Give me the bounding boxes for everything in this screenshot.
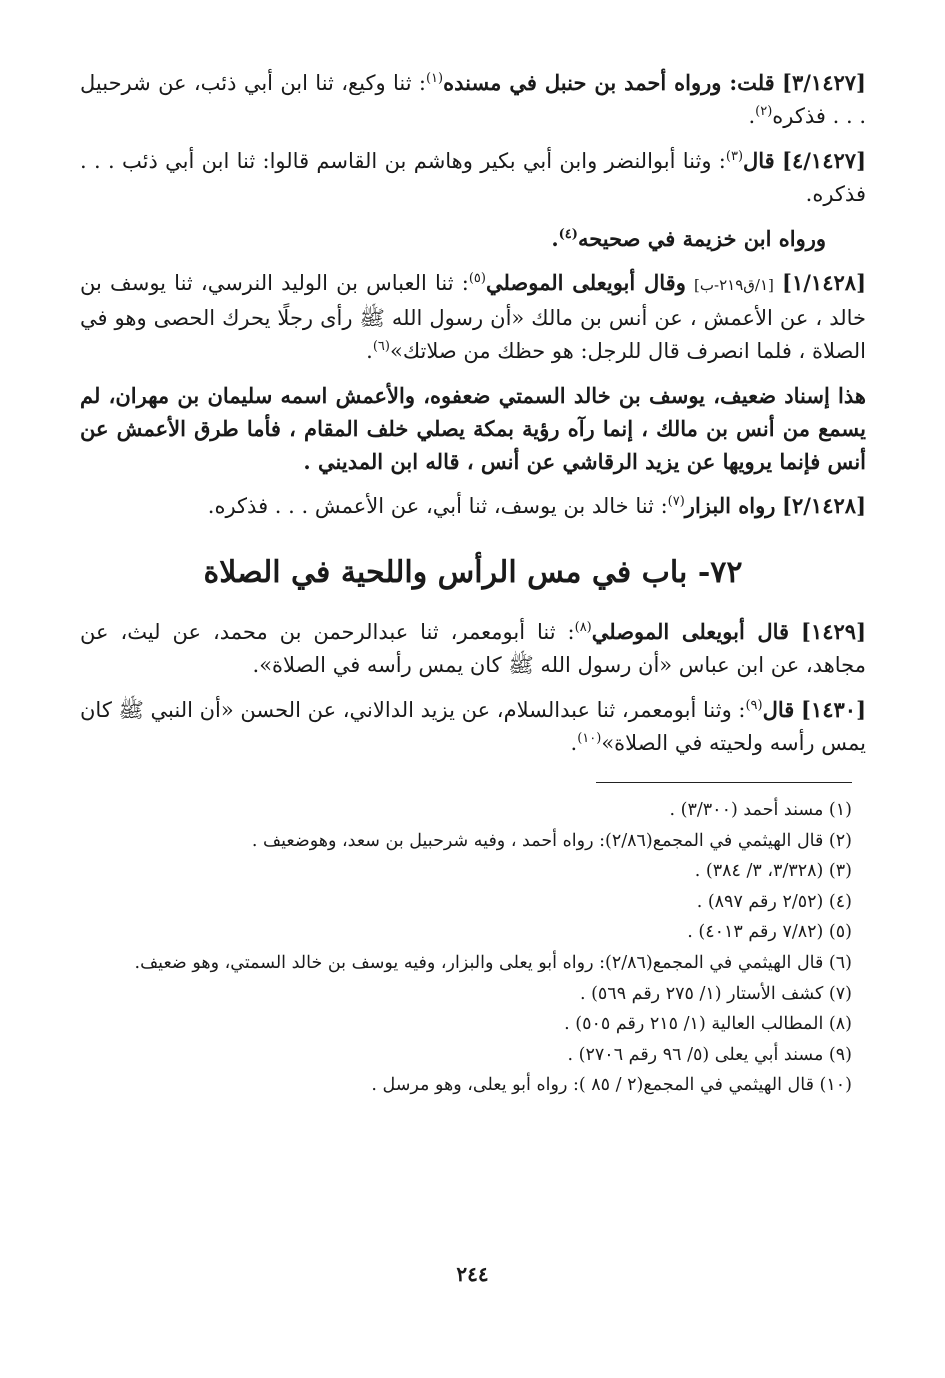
- sentence-end: .: [366, 339, 373, 363]
- footnote-divider: [596, 782, 852, 783]
- sentence-end: .: [570, 731, 578, 755]
- page-body: [80, 66, 866, 1101]
- hadith-text: : وثنا أبوالنضر وابن أبي بكير وهاشم بن القاسم قالوا: ثنا ابن أبي ذئب . . . فذكره.: [80, 149, 866, 206]
- hadith-paragraph: [80, 489, 866, 523]
- hadith-lead: قلت: ورواه أحمد بن حنبل في مسنده: [443, 70, 775, 95]
- footnote-item: (١٠) قال الهيثمي في المجمع(٢ / ٨٥ ): رواه أبو يعلى، وهو مرسل .: [371, 1075, 852, 1096]
- footnote-marker: (٦): [372, 339, 390, 354]
- footnote-marker: (٩): [745, 698, 763, 713]
- footnotes: [80, 795, 866, 1101]
- hadith-number: [١٤٢٩]: [801, 619, 866, 644]
- hadith-lead: قال: [743, 148, 775, 173]
- footnote-item: (٦) قال الهيثمي في المجمع(٢/٨٦): رواه أبو يعلى والبزار، وفيه يوسف بن خالد السمتي، وهو ضعيف.: [134, 952, 852, 973]
- hadith-paragraph: [80, 615, 866, 682]
- hadith-lead: وقال أبويعلى الموصلي: [485, 270, 686, 295]
- commentary-text: هذا إسناد ضعيف، يوسف بن خالد السمتي ضعفوه، والأعمش اسمه سليمان بن مهران، لم يسمع من أنس بن مالك ، إنما رآه رؤية بمكة يصلي خلف المقام ، فأما طرق الأعمش عن أنس فإنما يرويها عن يزيد الرقاشي عن أنس ، قاله ابن المديني .: [80, 383, 866, 474]
- footnote-marker: (٤): [558, 227, 578, 242]
- footnote-item: (١) مسند أحمد (٣/٣٠٠) .: [669, 800, 852, 820]
- footnote-marker: (٢): [755, 104, 773, 119]
- footnote-marker: (١): [425, 71, 444, 86]
- hadith-paragraph: [80, 266, 866, 368]
- hadith-number: [٤/١٤٢٧]: [782, 148, 866, 173]
- footnote-marker: (٥): [468, 271, 486, 286]
- hadith-text: : ثنا العباس بن الوليد النرسي، ثنا يوسف بن خالد ، عن الأعمش ، عن أنس بن مالك «أن رسول الله ﷺ رأى رجلًا يحرك الحصى وهو في الصلاة ، فلما انصرف قال للرجل: هو حظك من صلاتك»: [80, 271, 866, 363]
- hadith-number: [٣/١٤٢٧]: [782, 70, 866, 95]
- footnote-item: (٢) قال الهيثمي في المجمع(٢/٨٦): رواه أحمد ، وفيه شرحبيل بن سعد، وهوضعيف .: [251, 830, 852, 851]
- hadith-paragraph: [80, 693, 866, 760]
- manuscript-folio-ref: [١/ق٢١٩-ب]: [694, 276, 774, 294]
- hadith-text: : ثنا وكيع، ثنا ابن أبي ذئب، عن شرحبيل . . . فذكره: [80, 71, 866, 128]
- footnote-marker: (٨): [574, 620, 592, 635]
- hadith-lead: قال أبويعلى الموصلي: [591, 619, 790, 644]
- footnote-item: (٣) (٣/٣٢٨، ٣/ ٣٨٤) .: [694, 861, 852, 882]
- hadith-number: [١/١٤٢٨]: [782, 270, 866, 295]
- hadith-lead: قال: [762, 697, 795, 722]
- footnote-marker: (١٠): [577, 731, 602, 746]
- hadith-text: : وثنا أبومعمر، ثنا عبدالسلام، عن يزيد الدالاني، عن الحسن «أن النبي ﷺ كان يمس رأسه ولحيته في الصلاة»: [80, 698, 866, 755]
- hadith-text: : ثنا خالد بن يوسف، ثنا أبي، عن الأعمش . . . فذكره.: [207, 494, 668, 518]
- footnote-item: (٧) كشف الأستار (١/ ٢٧٥ رقم ٥٦٩) .: [579, 983, 852, 1004]
- footnote-item: (٩) مسند أبي يعلى (٥/ ٩٦ رقم ٢٧٠٦) .: [567, 1044, 852, 1065]
- isnad-commentary: [80, 379, 866, 478]
- footnote-item: (٨) المطالب العالية (١/ ٢١٥ رقم ٥٠٥) .: [564, 1014, 852, 1035]
- hadith-number: [٢/١٤٢٨]: [782, 493, 866, 518]
- footnote-marker: (٧): [667, 494, 685, 509]
- footnote-item: (٤) (٢/٥٢ رقم ٨٩٧) .: [696, 891, 852, 912]
- footnote-item: (٥) (٧/٨٢ رقم ٤٠١٣) .: [687, 922, 852, 943]
- chapter-heading: ٧٢- باب في مس الرأس واللحية في الصلاة: [203, 555, 743, 590]
- footnote-marker: (٣): [725, 149, 744, 164]
- narration-note: [80, 222, 866, 255]
- sentence-end: .: [551, 226, 559, 251]
- narration-text: ورواه ابن خزيمة في صحيحه: [577, 226, 826, 251]
- hadith-paragraph: [80, 66, 866, 133]
- hadith-lead: رواه البزار: [684, 493, 776, 518]
- page-number: ٢٤٤: [456, 1262, 489, 1286]
- sentence-end: .: [748, 104, 756, 128]
- hadith-paragraph: [80, 144, 866, 211]
- hadith-text: : ثنا أبومعمر، ثنا عبدالرحمن بن محمد، عن ليث، عن مجاهد، عن ابن عباس «أن رسول الله ﷺ كان يمس رأسه في الصلاة».: [80, 620, 866, 677]
- hadith-number: [١٤٣٠]: [801, 697, 866, 722]
